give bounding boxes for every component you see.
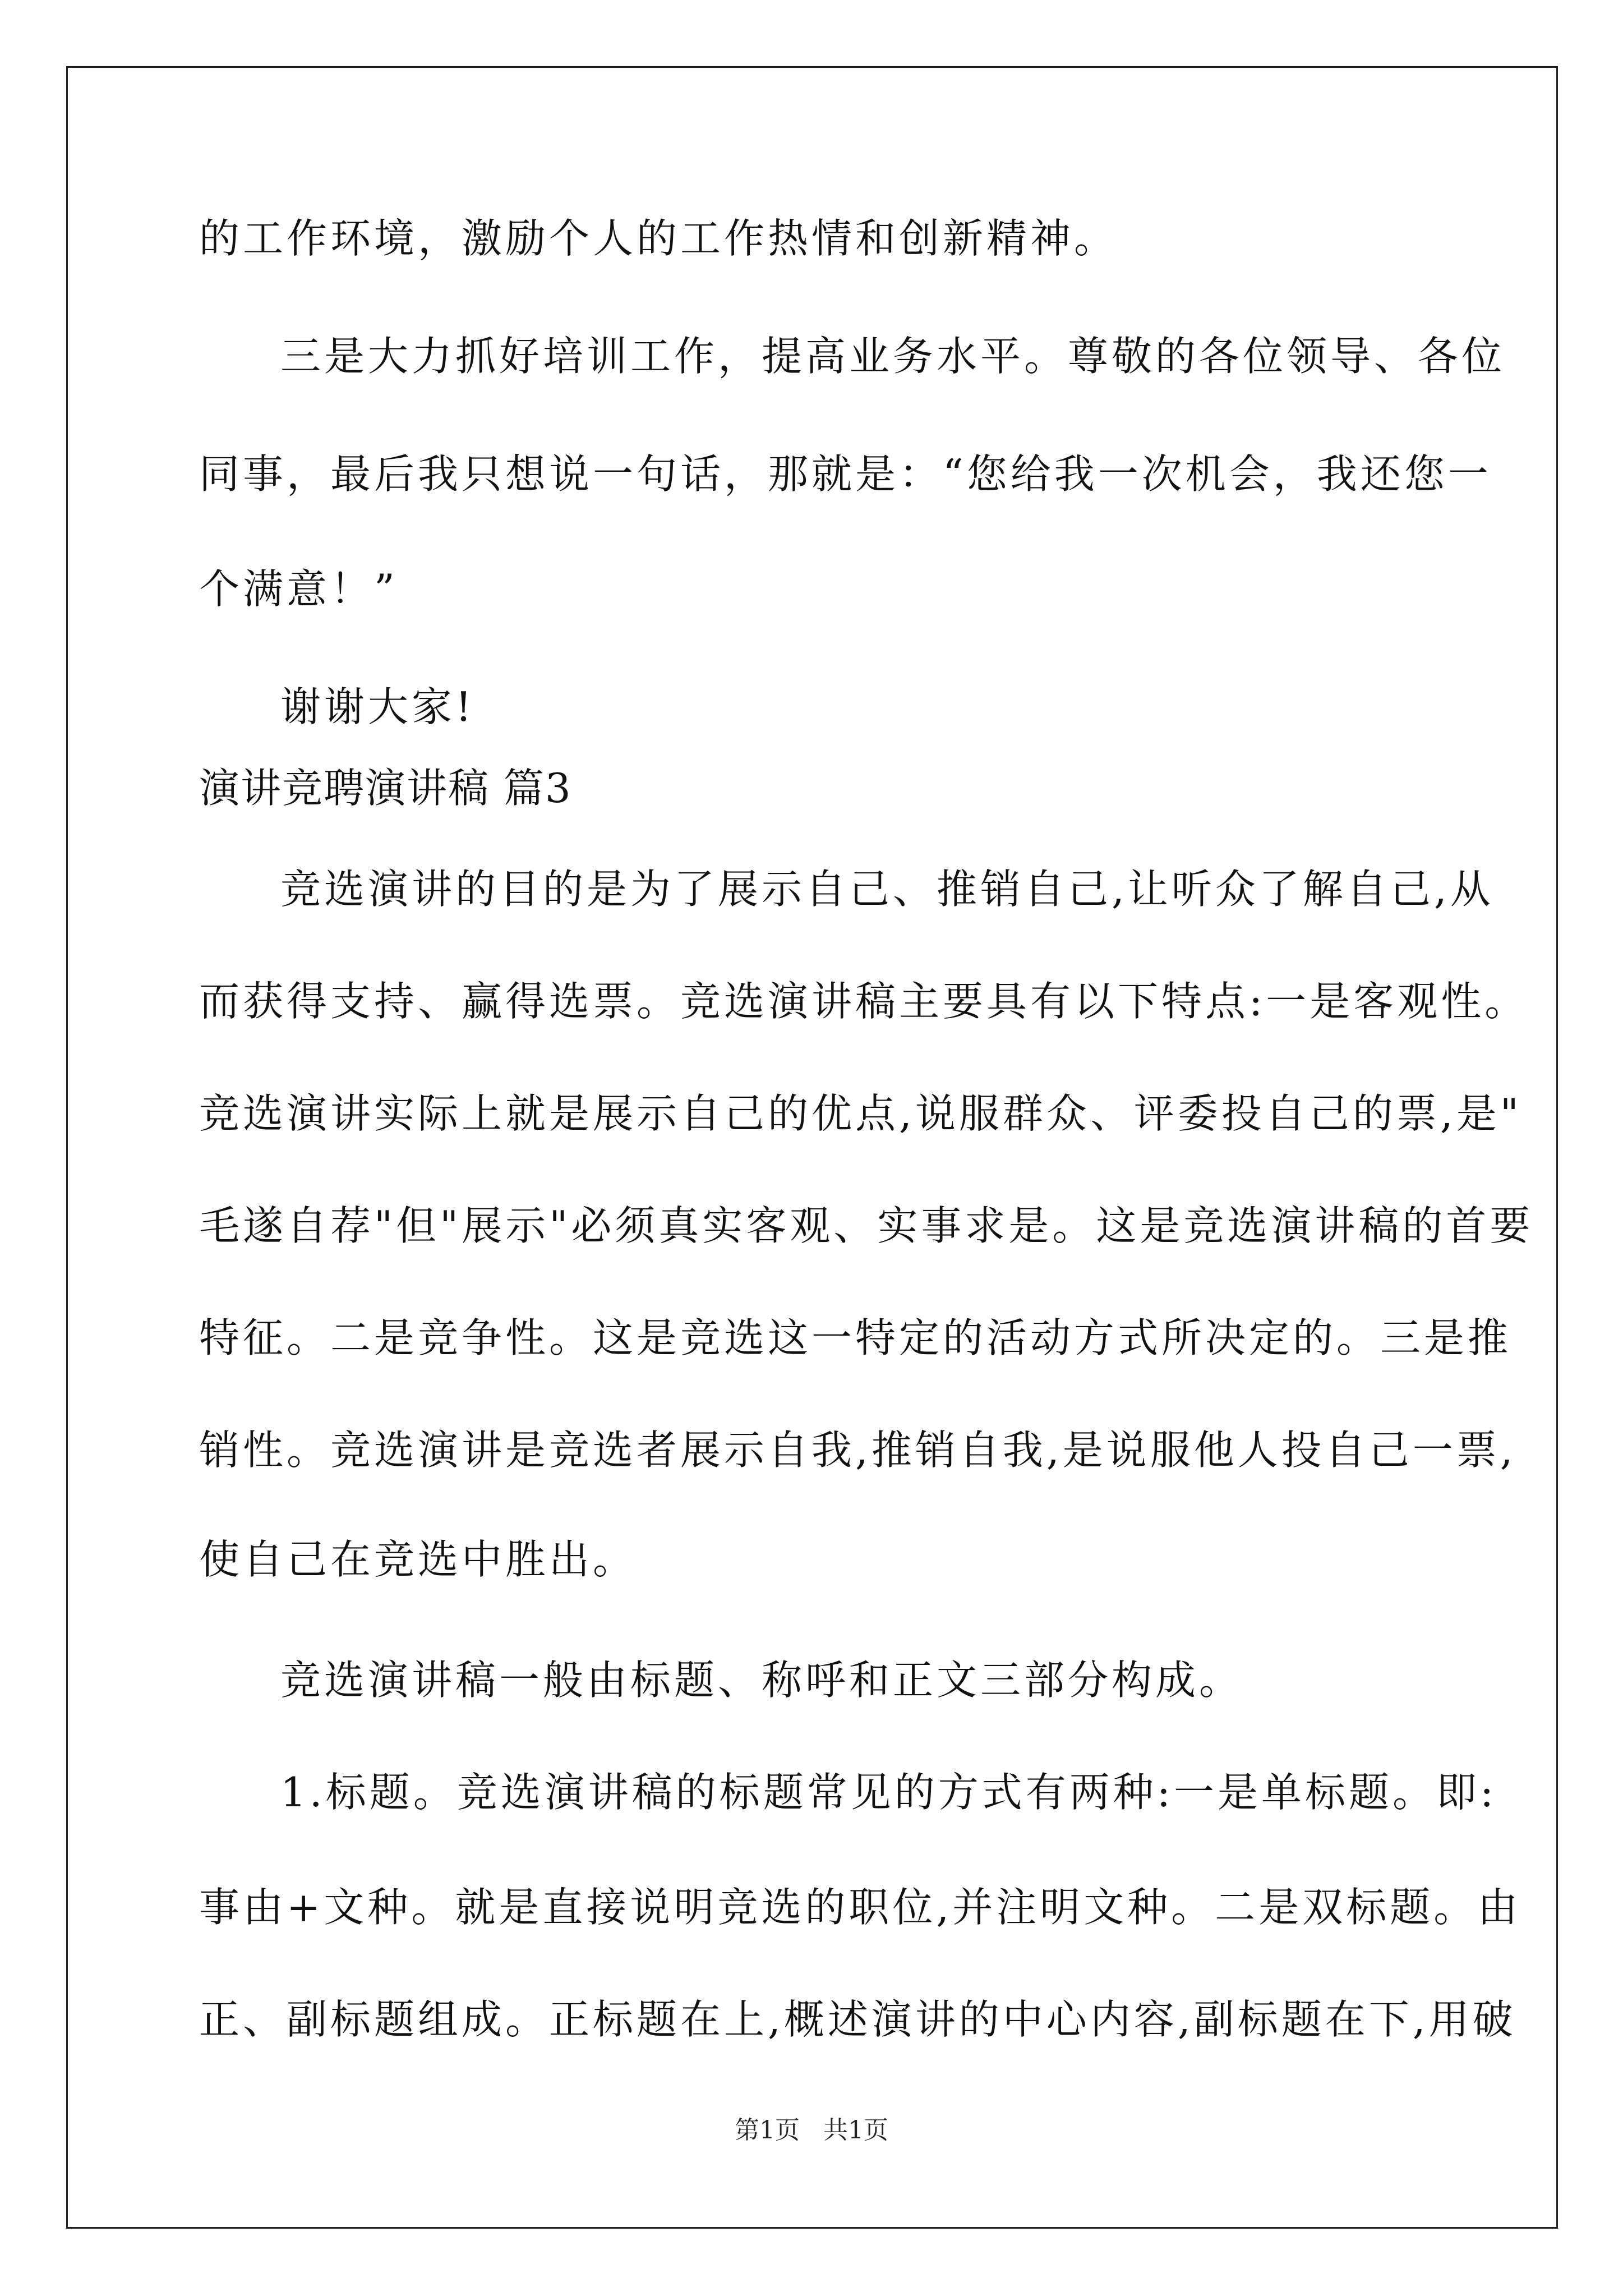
page-footer: 第1页 共1页 xyxy=(735,2116,888,2145)
body-line: 而获得支持、赢得选票。竞选演讲稿主要具有以下特点:一是客观性。 xyxy=(199,978,1529,1025)
body-line: 竞选演讲的目的是为了展示自己、推销自己,让听众了解自己,从 xyxy=(280,866,1494,913)
body-line: 竞选演讲实际上就是展示自己的优点,说服群众、评委投自己的票,是" xyxy=(199,1090,1522,1137)
body-line: 事由+文种。就是直接说明竞选的职位,并注明文种。二是双标题。由 xyxy=(199,1884,1521,1931)
body-line: 谢谢大家! xyxy=(280,683,475,730)
body-line: 毛遂自荐"但"展示"必须真实客观、实事求是。这是竞选演讲稿的首要 xyxy=(199,1202,1534,1249)
body-line: 销性。竞选演讲是竞选者展示自我,推销自我,是说服他人投自己一票, xyxy=(199,1427,1516,1474)
body-line: 正、副标题组成。正标题在上,概述演讲的中心内容,副标题在下,用破 xyxy=(199,1996,1516,2043)
section-heading: 演讲竞聘演讲稿 篇3 xyxy=(199,765,572,812)
body-line: 特征。二是竞争性。这是竞选这一特定的活动方式所决定的。三是推 xyxy=(199,1314,1512,1361)
body-line: 三是大力抓好培训工作，提高业务水平。尊敬的各位领导、各位 xyxy=(280,333,1506,380)
body-line: 的工作环境，激励个人的工作热情和创新精神。 xyxy=(199,215,1118,262)
body-line: 同事，最后我只想说一句话，那就是：“您给我一次机会，我还您一 xyxy=(199,450,1492,498)
body-line: 竞选演讲稿一般由标题、称呼和正文三部分构成。 xyxy=(280,1657,1243,1704)
body-line: 个满意！” xyxy=(199,565,398,613)
body-line: 使自己在竞选中胜出。 xyxy=(199,1536,637,1583)
body-line: 1.标题。竞选演讲稿的标题常见的方式有两种:一是单标题。即: xyxy=(280,1769,1497,1816)
